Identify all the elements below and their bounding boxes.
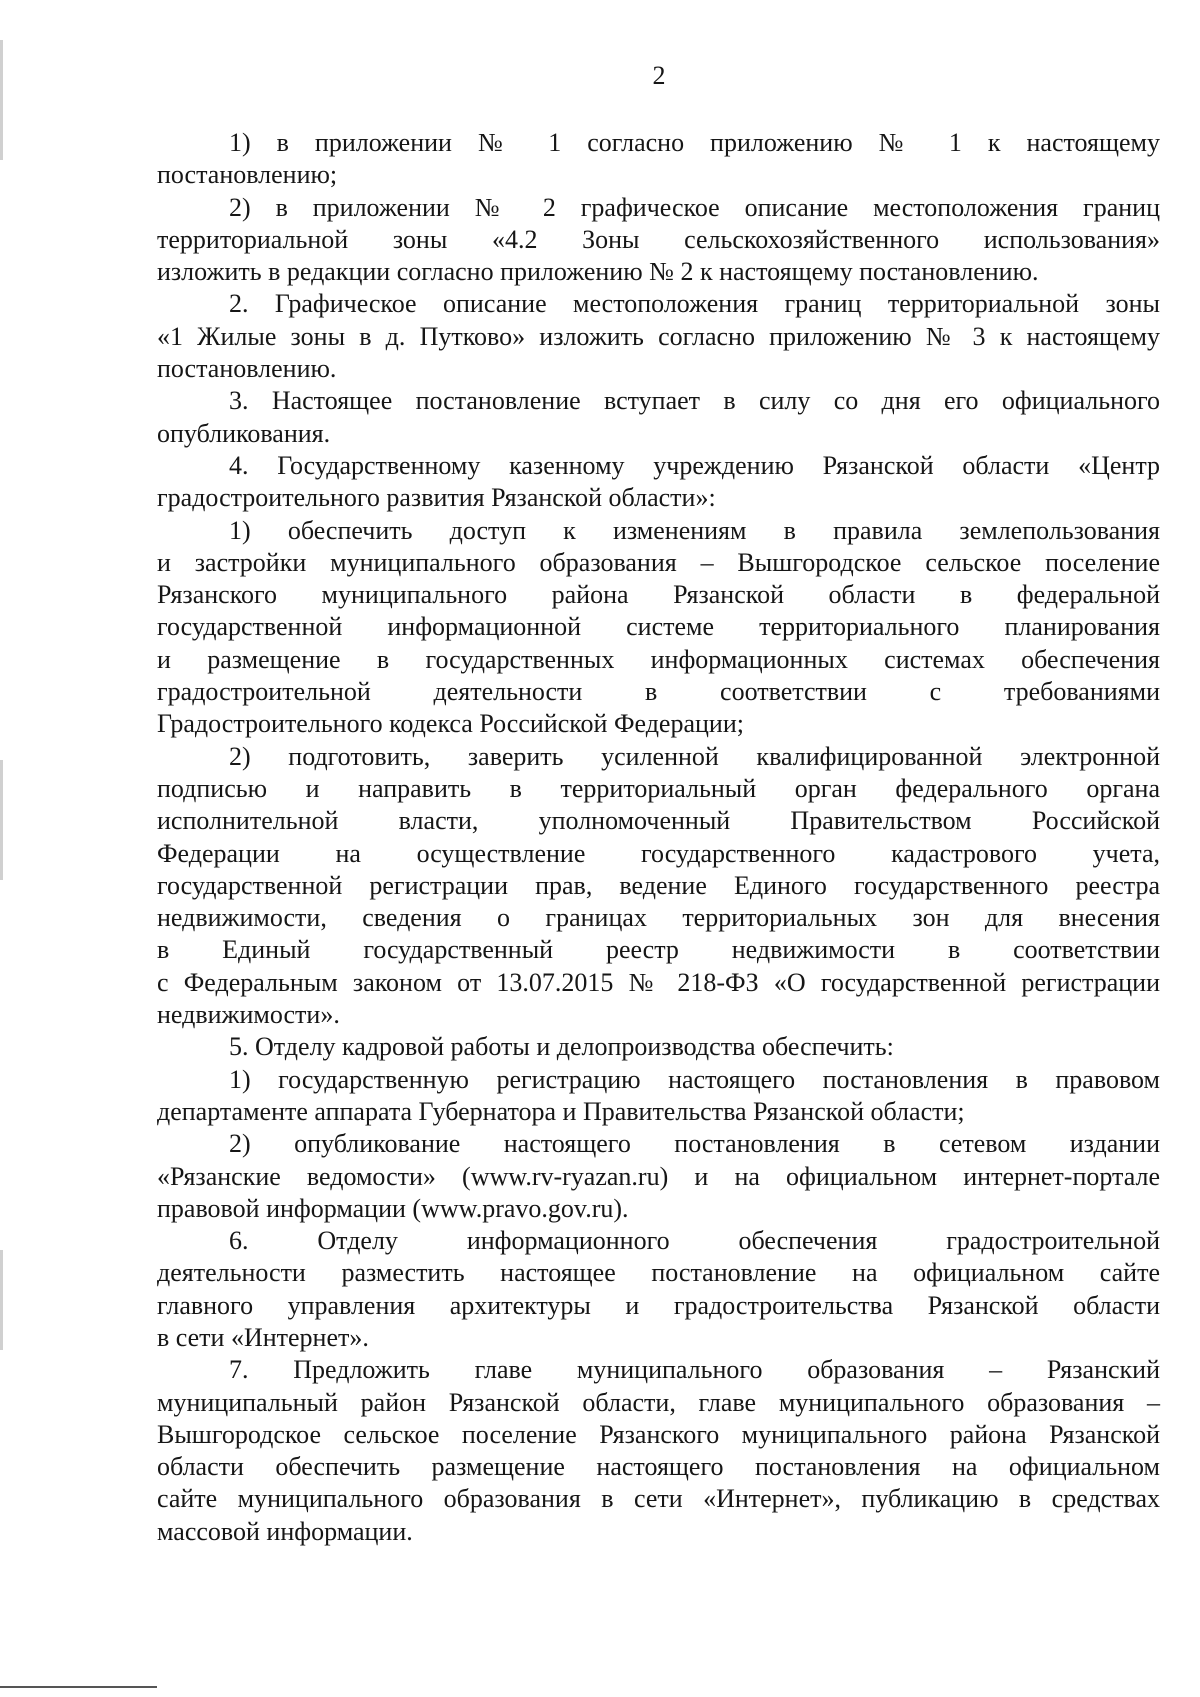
text-line: 1) государственную регистрацию настоящего постановления в правовом [229, 1064, 1160, 1094]
text-line: недвижимости, сведения о границах территориальных зон для внесения [157, 903, 1160, 933]
text-line: градостроительного развития Рязанской области»: [157, 483, 716, 513]
text-line: 7. Предложить главе муниципального образования – Рязанский [229, 1355, 1160, 1385]
scan-margin-mark [0, 1250, 3, 1350]
text-line: главного управления архитектуры и градостроительства Рязанской области [157, 1290, 1160, 1320]
text-line: массовой информации. [157, 1516, 413, 1546]
paragraph-p5-1 [157, 1064, 1160, 1129]
text-line: и застройки муниципального образования – Вышгородское сельское поселение [157, 547, 1160, 577]
text-line: 1) обеспечить доступ к изменениям в правила землепользования [229, 515, 1160, 545]
text-line: градостроительной деятельности в соответствии с требованиями [157, 677, 1160, 707]
text-line: 2) в приложении № 2 графическое описание местоположения границ [229, 192, 1160, 222]
text-line: 6. Отделу информационного обеспечения градостроительной [229, 1226, 1160, 1256]
text-line: Градостроительного кодекса Российской Федерации; [157, 709, 744, 739]
paragraph-p5-2 [157, 1128, 1160, 1225]
text-line: 5. Отделу кадровой работы и делопроизводства обеспечить: [229, 1032, 894, 1062]
paragraph-p2 [157, 288, 1160, 385]
text-line: Рязанского муниципального района Рязанской области в федеральной [157, 580, 1160, 610]
text-line: 2) опубликование настоящего постановления в сетевом издании [229, 1129, 1160, 1159]
text-line: постановлению. [157, 354, 337, 384]
page-number: 2 [652, 61, 666, 90]
text-line: опубликования. [157, 418, 331, 448]
text-line: правовой информации (www.pravo.gov.ru). [157, 1193, 629, 1223]
text-line: «1 Жилые зоны в д. Путково» изложить согласно приложению № 3 к настоящему [157, 321, 1160, 351]
text-line: и размещение в государственных информационных системах обеспечения [157, 644, 1160, 674]
paragraph-p4-1 [157, 515, 1160, 741]
text-line: 3. Настоящее постановление вступает в силу со дня его официального [229, 386, 1160, 416]
paragraph-p4-2 [157, 741, 1160, 1032]
text-line: в сети «Интернет». [157, 1322, 369, 1352]
paragraph-p4 [157, 450, 1160, 515]
text-line: изложить в редакции согласно приложению № 2 к настоящему постановлению. [157, 257, 1039, 287]
scan-margin-mark [0, 40, 3, 160]
text-line: муниципальный район Рязанской области, главе муниципального образования – [157, 1387, 1160, 1417]
text-line: деятельности разместить настоящее постановление на официальном сайте [157, 1258, 1160, 1288]
text-line: государственной регистрации прав, ведение Единого государственного реестра [157, 870, 1160, 900]
text-line: с Федеральным законом от 13.07.2015 № 218-ФЗ «О государственной регистрации [157, 967, 1160, 997]
text-line: постановлению; [157, 160, 338, 190]
text-line: территориальной зоны «4.2 Зоны сельскохозяйственного использования» [157, 224, 1160, 254]
paragraph-p1-2 [157, 192, 1160, 289]
paragraph-p5 [157, 1031, 1160, 1063]
text-line: 2) подготовить, заверить усиленной квалифицированной электронной [229, 741, 1160, 771]
document-body [157, 127, 1160, 1548]
text-line: департаменте аппарата Губернатора и Правительства Рязанской области; [157, 1096, 965, 1126]
text-line: в Единый государственный реестр недвижимости в соответствии [157, 935, 1160, 965]
text-line: Вышгородское сельское поселение Рязанского муниципального района Рязанской [157, 1419, 1160, 1449]
footer-rule [0, 1686, 157, 1688]
text-line: 1) в приложении № 1 согласно приложению № 1 к настоящему [229, 128, 1160, 157]
text-line: исполнительной власти, уполномоченный Правительством Российской [157, 806, 1160, 836]
text-line: Федерации на осуществление государственного кадастрового учета, [157, 838, 1160, 868]
text-line: «Рязанские ведомости» (www.rv-ryazan.ru) и на официальном интернет-портале [157, 1161, 1160, 1191]
text-line: государственной информационной системе территориального планирования [157, 612, 1160, 642]
text-line: подписью и направить в территориальный орган федерального органа [157, 773, 1160, 803]
text-line: сайте муниципального образования в сети «Интернет», публикацию в средствах [157, 1484, 1160, 1514]
text-line: области обеспечить размещение настоящего постановления на официальном [157, 1452, 1160, 1482]
paragraph-p1-1 [157, 127, 1160, 192]
paragraph-p7 [157, 1354, 1160, 1548]
paragraph-p3 [157, 385, 1160, 450]
text-line: 4. Государственному казенному учреждению Рязанской области «Центр [229, 450, 1160, 480]
text-line: недвижимости». [157, 1000, 340, 1030]
paragraph-p6 [157, 1225, 1160, 1354]
text-line: 2. Графическое описание местоположения границ территориальной зоны [229, 289, 1160, 319]
scan-margin-mark [0, 760, 3, 880]
